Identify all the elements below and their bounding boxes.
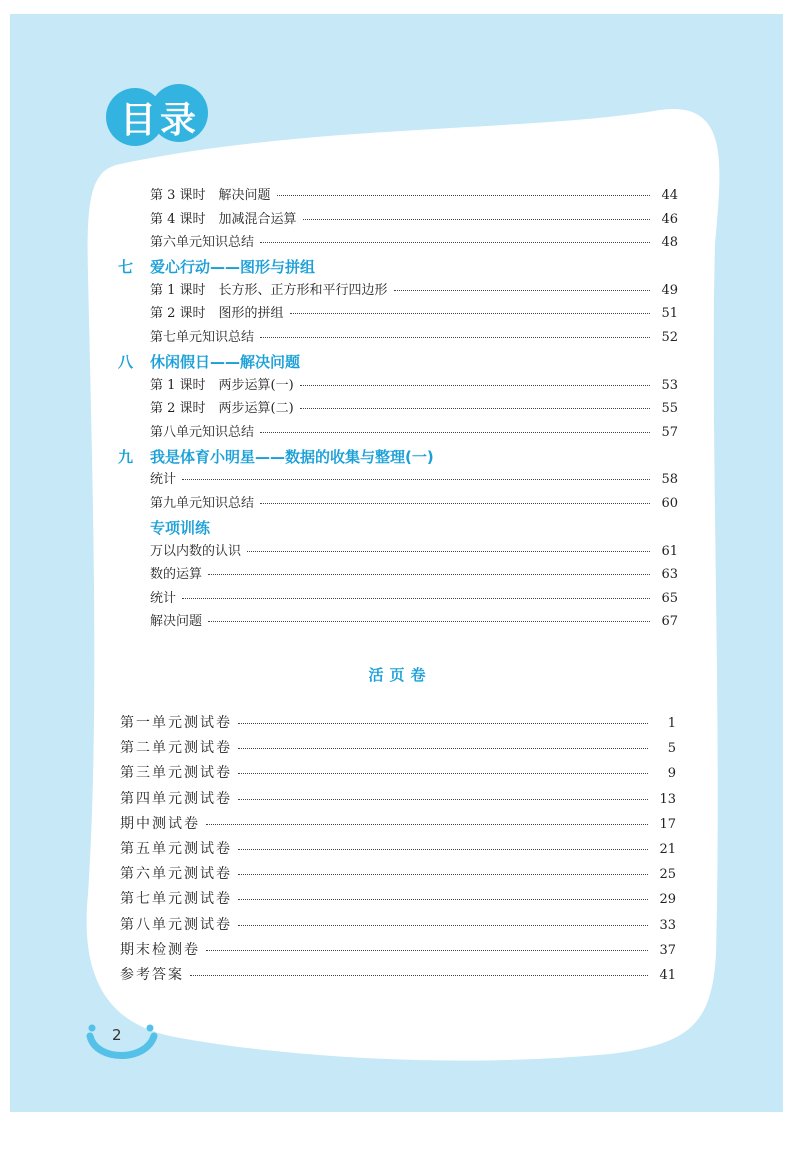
worksheet-entry-label: 第六单元测试卷 <box>120 866 232 883</box>
worksheet-entry-label: 第一单元测试卷 <box>120 715 232 731</box>
dot-leader <box>394 290 650 291</box>
toc-entry-label: 第 1 课时 两步运算(一) <box>150 377 294 393</box>
toc-entry-page: 46 <box>661 211 678 227</box>
worksheet-entry[interactable] <box>120 788 676 813</box>
dot-leader <box>238 773 648 774</box>
toc-entry-page: 44 <box>661 188 678 203</box>
toc-section-heading <box>118 444 678 468</box>
worksheet-entry-label: 第八单元测试卷 <box>120 916 232 933</box>
toc-entry-label: 统计 <box>150 472 177 488</box>
toc-entry-label: 第 2 课时 两步运算(二) <box>150 401 294 417</box>
dot-leader <box>238 723 648 724</box>
toc-entry[interactable] <box>118 397 678 421</box>
worksheet-entry[interactable] <box>120 712 676 737</box>
toc-entry[interactable] <box>118 231 678 255</box>
worksheet-entry-label: 参考答案 <box>120 966 184 983</box>
toc-section-number: 八 <box>118 353 134 372</box>
worksheet-entry-label: 期末检测卷 <box>120 941 200 958</box>
dot-leader <box>300 385 650 386</box>
dot-leader <box>290 313 650 314</box>
worksheet-entry[interactable] <box>120 888 676 913</box>
worksheet-entry-label: 第三单元测试卷 <box>120 765 232 782</box>
toc-section-number: 九 <box>118 447 134 466</box>
toc-entry[interactable] <box>118 421 678 445</box>
toc-entry[interactable] <box>118 208 678 232</box>
toc-entry-label: 第 1 课时 长方形、正方形和平行四边形 <box>150 282 388 298</box>
smile-icon <box>84 1022 160 1070</box>
toc-section-title: 专项训练 <box>150 519 211 538</box>
worksheet-entry[interactable] <box>120 863 676 888</box>
toc-entry-label: 第 4 课时 加减混合运算 <box>150 211 297 227</box>
toc-entry[interactable] <box>118 610 678 634</box>
toc-entry-page: 63 <box>661 567 678 583</box>
worksheet-entry-page: 25 <box>659 867 676 883</box>
page-number-badge <box>84 1022 160 1070</box>
worksheet-entry[interactable] <box>120 964 676 989</box>
section-subhead: 活页卷 <box>368 666 432 684</box>
toc-entry-page: 61 <box>661 543 678 559</box>
toc-entry-label: 数的运算 <box>150 567 203 583</box>
worksheet-entry-label: 期中测试卷 <box>120 815 200 832</box>
worksheet-entry[interactable] <box>120 914 676 939</box>
toc-section-heading <box>118 255 678 279</box>
worksheet-entry-page: 37 <box>659 942 676 958</box>
toc-entry-label: 第七单元知识总结 <box>150 329 255 345</box>
worksheet-entry-page: 21 <box>659 841 676 857</box>
toc-entry-label: 万以内数的认识 <box>150 543 242 559</box>
toc-entry-page: 65 <box>661 590 678 606</box>
toc-section-title: 我是体育小明星——数据的收集与整理(一) <box>150 447 434 466</box>
toc-entry[interactable] <box>118 279 678 303</box>
dot-leader <box>300 408 650 409</box>
toc-entry[interactable] <box>118 302 678 326</box>
toc-entry[interactable] <box>118 492 678 516</box>
toc-entry-page: 58 <box>661 472 678 488</box>
toc-entry-page: 51 <box>661 306 678 322</box>
dot-leader <box>206 950 648 951</box>
dot-leader <box>260 503 650 504</box>
worksheet-entry[interactable] <box>120 838 676 863</box>
toc-section-title: 休闲假日——解决问题 <box>150 353 301 372</box>
toc-entry-page: 53 <box>661 377 678 393</box>
dot-leader <box>260 242 650 243</box>
worksheet-entry[interactable] <box>120 939 676 964</box>
toc-entry-label: 统计 <box>150 590 177 606</box>
worksheet-entry-label: 第七单元测试卷 <box>120 891 232 908</box>
toc-entry-page: 55 <box>661 401 678 417</box>
toc-section-heading <box>118 516 678 540</box>
toc-entry-label: 解决问题 <box>150 614 203 630</box>
dot-leader <box>238 748 648 749</box>
dot-leader <box>238 925 648 926</box>
worksheet-entry[interactable] <box>120 762 676 787</box>
worksheet-entry-page: 13 <box>659 791 676 807</box>
worksheet-entry-page: 41 <box>659 967 676 983</box>
dot-leader <box>182 598 650 599</box>
worksheet-entry[interactable] <box>120 813 676 838</box>
worksheet-entry-label: 第四单元测试卷 <box>120 790 232 807</box>
table-of-contents <box>118 184 678 634</box>
toc-entry[interactable] <box>118 374 678 398</box>
toc-entry-label: 第八单元知识总结 <box>150 424 255 440</box>
worksheet-entry-page: 1 <box>667 716 676 731</box>
dot-leader <box>260 337 650 338</box>
toc-entry-label: 第九单元知识总结 <box>150 495 255 511</box>
worksheet-entry[interactable] <box>120 737 676 762</box>
dot-leader <box>260 432 650 433</box>
toc-entry-page: 60 <box>661 495 678 511</box>
worksheet-entry-page: 17 <box>659 816 676 832</box>
dot-leader <box>277 195 650 196</box>
worksheet-entry-page: 29 <box>659 892 676 908</box>
toc-entry-page: 57 <box>661 424 678 440</box>
toc-entry-page: 48 <box>661 235 678 251</box>
toc-section-title: 爱心行动——图形与拼组 <box>150 258 316 277</box>
dot-leader <box>238 799 648 800</box>
toc-entry[interactable] <box>118 326 678 350</box>
toc-entry[interactable] <box>118 587 678 611</box>
toc-entry-page: 49 <box>661 282 678 298</box>
dot-leader <box>238 849 648 850</box>
toc-entry-label: 第 2 课时 图形的拼组 <box>150 306 284 322</box>
dot-leader <box>238 874 648 875</box>
worksheet-contents <box>120 712 676 989</box>
toc-title-badge <box>106 86 210 144</box>
worksheet-entry-page: 9 <box>667 766 676 782</box>
toc-entry[interactable] <box>118 184 678 208</box>
dot-leader <box>206 824 648 825</box>
dot-leader <box>208 574 650 575</box>
dot-leader <box>303 219 650 220</box>
toc-entry-page: 52 <box>661 329 678 345</box>
toc-entry[interactable] <box>118 563 678 587</box>
worksheet-entry-label: 第五单元测试卷 <box>120 840 232 857</box>
worksheet-entry-label: 第二单元测试卷 <box>120 740 232 757</box>
dot-leader <box>208 621 650 622</box>
toc-entry[interactable] <box>118 468 678 492</box>
toc-entry-label: 第六单元知识总结 <box>150 235 255 251</box>
worksheet-entry-page: 33 <box>659 917 676 933</box>
dot-leader <box>247 551 650 552</box>
dot-leader <box>238 899 648 900</box>
page-title: 目录 <box>120 100 201 141</box>
toc-section-heading <box>118 350 678 374</box>
toc-entry-page: 67 <box>661 614 678 630</box>
worksheet-entry-page: 5 <box>667 741 676 757</box>
toc-entry[interactable] <box>118 540 678 564</box>
dot-leader <box>190 975 648 976</box>
page-number: 2 <box>112 1026 122 1044</box>
toc-entry-label: 第 3 课时 解决问题 <box>150 188 271 203</box>
toc-section-number: 七 <box>118 258 134 277</box>
dot-leader <box>182 479 650 480</box>
